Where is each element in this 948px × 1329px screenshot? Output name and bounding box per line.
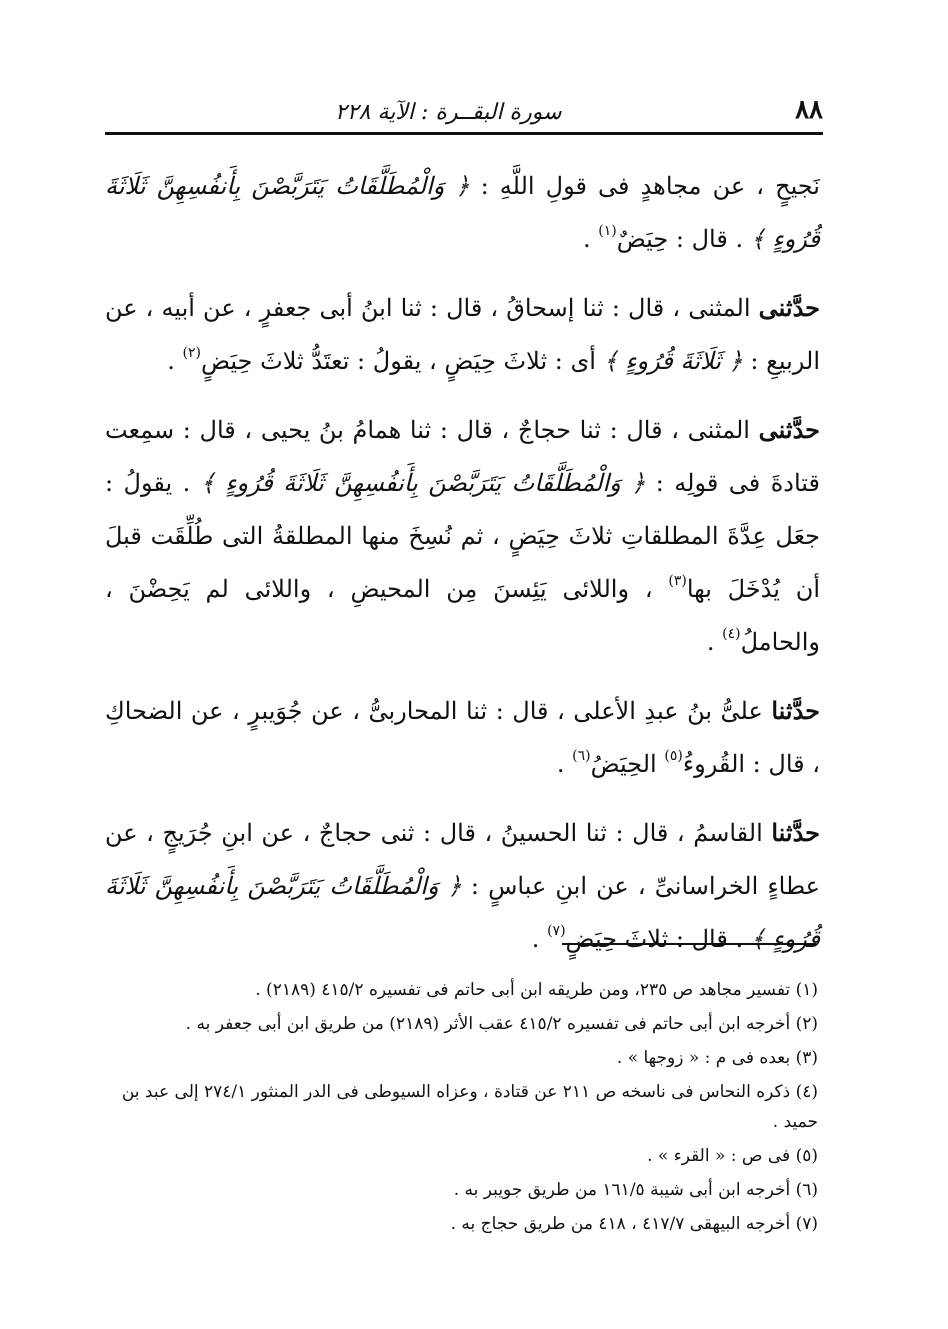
quran-quote: ﴿ وَالْمُطَلَّقَاتُ يَتَرَبَّصْنَ بِأَنفُسِهِنَّ ثَلَاثَةَ قُرُوءٍ ﴾ <box>200 469 646 497</box>
quran-quote: ﴿ ثَلَاثَةَ قُرُوءٍ ﴾ <box>603 347 743 375</box>
footnotes <box>105 975 818 1243</box>
paragraph-text: أى : ثلاثَ حِيَضٍ ، يقولُ : تعتَدُّ ثلاثَ حِيَضٍ <box>200 347 596 375</box>
paragraph-text: القاسمُ ، قال : ثنا الحسينُ ، قال : ثنى حجاجٌ ، عن ابنِ جُرَيجٍ ، عن عطاءٍ الخراسانىِّ ، عن ابنِ عباسٍ : <box>105 819 820 900</box>
narration-lead: حدَّثنى <box>758 415 820 444</box>
footnote-5: (٥) فى ص : « القرء » . <box>647 1146 818 1166</box>
paragraph-text: . يقولُ : جعَل عِدَّةَ المطلقاتِ ثلاثَ حِيَضٍ ، ثم نُسِخَ منها المطلقةُ التى طُلِّقَت قبلَ أن يُدْخَلَ بها <box>105 469 820 603</box>
sentence-end: . <box>583 225 591 253</box>
footnote-4: (٤) ذكره النحاس فى ناسخه ص ٢١١ عن قتادة ، وعزاه السيوطى فى الدر المنثور ٢٧٤/١ إلى عبد بن حميد . <box>121 1082 818 1132</box>
paragraph-text: . قال : حِيَضٌ <box>616 225 744 253</box>
footnote-1: (١) تفسير مجاهد ص ٢٣٥، ومن طريقه ابن أبى حاتم فى تفسيره ٤١٥/٢ (٢١٨٩) . <box>255 980 818 1000</box>
footnote-marker[interactable]: (٦) <box>572 748 591 764</box>
footnote-marker[interactable]: (٥) <box>664 748 683 764</box>
main-text <box>105 160 820 981</box>
footnote-marker[interactable]: (٣) <box>668 573 687 589</box>
footnote-2: (٢) أخرجه ابن أبى حاتم فى تفسيره ٤١٥/٢ عقب الأثر (٢١٨٩) من طريق ابن أبى جعفر به . <box>185 1014 818 1034</box>
paragraph-3 <box>105 403 820 669</box>
footnote-marker[interactable]: (٤) <box>722 626 741 642</box>
paragraph-2 <box>105 281 820 388</box>
paragraph-text: المثنى ، قال : ثنا إسحاقُ ، قال : ثنا ابنُ أبى جعفرٍ ، عن أبيه ، عن الربيعِ : <box>105 294 820 375</box>
header-divider <box>105 132 823 135</box>
footnote-marker[interactable]: (١) <box>598 223 617 239</box>
narration-lead: حدَّثنى <box>758 293 820 322</box>
paragraph-text: . قال : ثلاثَ حِيَضٍ <box>565 925 744 953</box>
paragraph-text: علىُّ بنُ عبدِ الأعلى ، قال : ثنا المحاربىُّ ، عن جُوَيبرٍ ، عن الضحاكِ ، قال : القُروءُ <box>105 697 820 778</box>
sentence-end: . <box>556 750 565 778</box>
paragraph-1 <box>105 160 820 266</box>
page-header <box>105 85 823 125</box>
running-title: سورة البقــرة : الآية ٢٢٨ <box>335 100 562 125</box>
footnote-3: (٣) بعده فى م : « زوجها » . <box>616 1048 818 1068</box>
quran-quote: ﴿ وَالْمُطَلَّقَاتُ يَتَرَبَّصْنَ بِأَنفُسِهِنَّ ثَلَاثَةَ قُرُوءٍ ﴾ <box>105 172 820 253</box>
sentence-end: . <box>531 925 540 953</box>
sentence-end: . <box>167 347 175 375</box>
footnote-marker[interactable]: (٧) <box>547 923 566 939</box>
quran-quote: ﴿ وَالْمُطَلَّقَاتُ يَتَرَبَّصْنَ بِأَنفُسِهِنَّ ثَلَاثَةَ قُرُوءٍ ﴾ <box>105 872 820 953</box>
footnote-7: (٧) أخرجه البيهقى ٤١٧/٧ ، ٤١٨ من طريق حجاج به . <box>450 1214 818 1234</box>
sentence-end: . <box>706 628 715 656</box>
paragraph-text: الحِيَضُ <box>590 750 657 778</box>
paragraph-text: المثنى ، قال : ثنا حجاجٌ ، قال : ثنا همامُ بنُ يحيى ، قال : سمِعت قتادةَ فى قولِه : <box>105 416 820 497</box>
narration-lead: حدَّثنا <box>771 818 820 847</box>
footnote-marker[interactable]: (٢) <box>182 345 201 361</box>
paragraph-4 <box>105 684 820 791</box>
footnote-divider <box>562 943 816 945</box>
paragraph-5 <box>105 806 820 966</box>
paragraph-text: ، واللائى يَئِسنَ مِن المحيضِ ، واللائى لم يَحِضْنَ ، والحاملُ <box>105 575 820 656</box>
narration-lead: حدَّثنا <box>771 696 820 725</box>
footnote-6: (٦) أخرجه ابن أبى شيبة ١٦١/٥ من طريق جويبر به . <box>453 1180 818 1200</box>
paragraph-text: نَجيحٍ ، عن مجاهدٍ فى قولِ اللَّهِ : <box>480 172 820 200</box>
page-number: ٨٨ <box>795 95 823 125</box>
